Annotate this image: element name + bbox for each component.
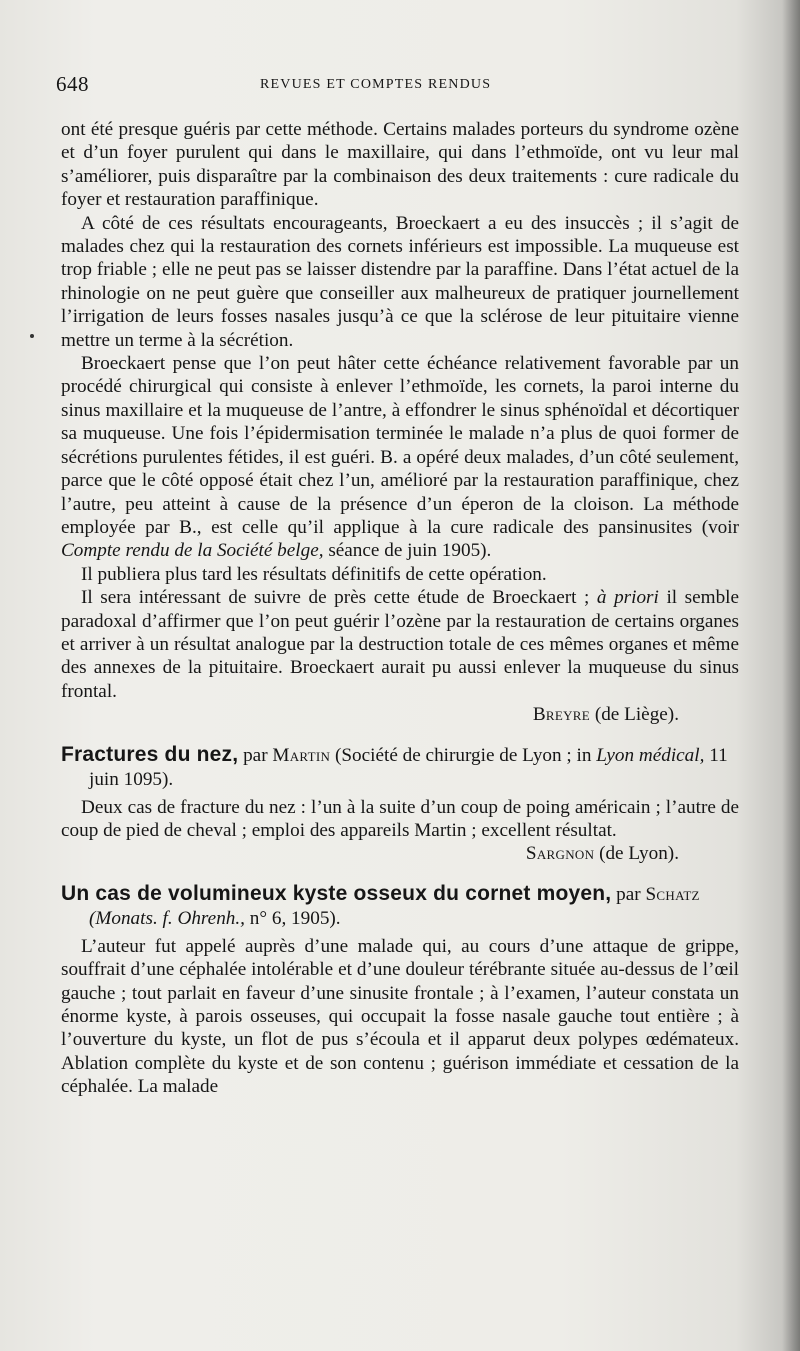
citation-italic: Compte rendu de la Société belge,	[61, 540, 324, 562]
margin-speck	[30, 334, 34, 338]
paragraph-text: Il sera intéressant de suivre de près cette étude de Broeckaert ;	[81, 587, 590, 609]
paragraph-text: L’auteur fut appelé auprès d’une malade qui, au cours d’une attaque de grippe, souffrait d’une céphalée intolérable et d’une douleur térébrante située au-dessus de l’œil gauche ; tout parlait en faveur d’une sinusite frontale ; à l’examen, l’auteur constata un énorme kyste, à parois osseuses, qui occupait la fosse nasale gauche tout entière ; à l’ouverture du kyste, un flot de pus s’écoula et il apparut deux polypes œdémateux. Ablation complète du kyste et de son contenu ; guérison immédiate et cessation de la céphalée. La malade	[61, 935, 739, 1098]
review-by: par	[243, 744, 268, 766]
paragraph-text: Deux cas de fracture du nez : l’un à la suite d’un coup de poing américain ; l’autre de coup de pied de cheval ; emploi des appareils Martin ; excellent résultat.	[61, 796, 739, 841]
reviewer-signature	[61, 703, 739, 726]
page-number: 648	[56, 72, 89, 96]
paragraph	[61, 563, 739, 586]
review-body	[61, 935, 739, 1099]
latin-italic: à priori	[596, 587, 659, 609]
running-title: REVUES ET COMPTES RENDUS	[260, 77, 492, 92]
review-source-journal: (Monats. f. Ohrenh.,	[89, 907, 245, 929]
paragraph-text: Broeckaert pense que l’on peut hâter cette échéance relativement favorable par un procédé chirurgical qui consiste à enlever l’ethmoïde, les cornets, la paroi interne du sinus maxillaire et la muqueuse de l’antre, à effondrer le sinus sphénoïdal et décortiquer sa muqueuse. Une fois l’épidermisation terminée le malade n’a plus de quoi former de sécrétions purulentes fétides, il est guéri. B. a opéré deux malades, d’un côté seulement, parce que le côté opposé était chez l’un, amélioré par la restauration paraffinique, chez l’autre, peu atteint à cause de la présence d’un éperon de la cloison. La méthode employée par B., est celle qu’il applique à la cure radicale des pansinusites (voir	[61, 353, 739, 538]
review-source-date: n° 6, 1905).	[249, 907, 341, 929]
paragraph-text: ont été presque guéris par cette méthode. Certains malades porteurs du syndrome ozène et d’un foyer purulent qui dans le maxillaire, qui dans l’ethmoïde, ont vu leur mal s’améliorer, puis disparaître par la combinaison des deux traitements : cure radicale du foyer et restauration paraffinique.	[61, 119, 739, 211]
reviewer-place: (de Liège).	[594, 704, 679, 726]
reviewer-name: Sargnon	[525, 843, 595, 865]
review-source: (Société de chirurgie de Lyon ; in	[334, 744, 592, 766]
page-edge-shadow	[782, 0, 800, 1351]
paragraph-text: il semble paradoxal d’affirmer que l’on peut guérir l’ozène par la restauration de certains organes et arriver à un résultat analogue par la destruction totale de ces mêmes organes et même des annexes de la pituitaire. Broeckaert aurait pu aussi enlever la muqueuse du sinus frontal.	[61, 587, 740, 702]
review-title: Un cas de volumineux kyste osseux du cornet moyen,	[61, 881, 612, 905]
paragraph	[61, 352, 739, 563]
review-heading	[61, 743, 739, 792]
review-by: par	[616, 883, 641, 905]
reviewer-name: Breyre	[532, 704, 591, 726]
review-title: Fractures du nez,	[61, 742, 239, 766]
review-kyste-osseux	[61, 882, 739, 1099]
review-source-journal: Lyon médical,	[596, 744, 705, 766]
paragraph-text: séance de juin 1905).	[328, 540, 492, 562]
reviewer-signature	[61, 842, 739, 865]
review-heading	[61, 882, 739, 931]
reviewer-place: (de Lyon).	[599, 843, 679, 865]
review-fractures-du-nez	[61, 743, 739, 866]
paragraph	[61, 118, 739, 212]
review-author: Schatz	[645, 883, 700, 905]
paragraph-text: Il publiera plus tard les résultats définitifs de cette opération.	[81, 563, 547, 585]
paragraph	[61, 586, 739, 726]
review-author: Martin	[272, 744, 331, 766]
paragraph	[61, 212, 739, 352]
review-body	[61, 796, 739, 866]
running-header	[56, 72, 756, 102]
paragraph-text: A côté de ces résultats encourageants, Broeckaert a eu des insuccès ; il s’agit de malades chez qui la restauration des cornets inférieurs est impossible. La muqueuse est trop friable ; elle ne peut pas se laisser distendre par la paraffine. Dans l’état actuel de la rhinologie on ne peut guère que conseiller aux malheureux de pratiquer journellement l’irrigation de leurs fosses nasales jusqu’à ce que la sclérose de leur pituitaire vienne mettre un terme à la sécrétion.	[61, 212, 739, 351]
page-content	[61, 118, 739, 1099]
review-source-date: 11 juin 1095).	[89, 744, 728, 790]
